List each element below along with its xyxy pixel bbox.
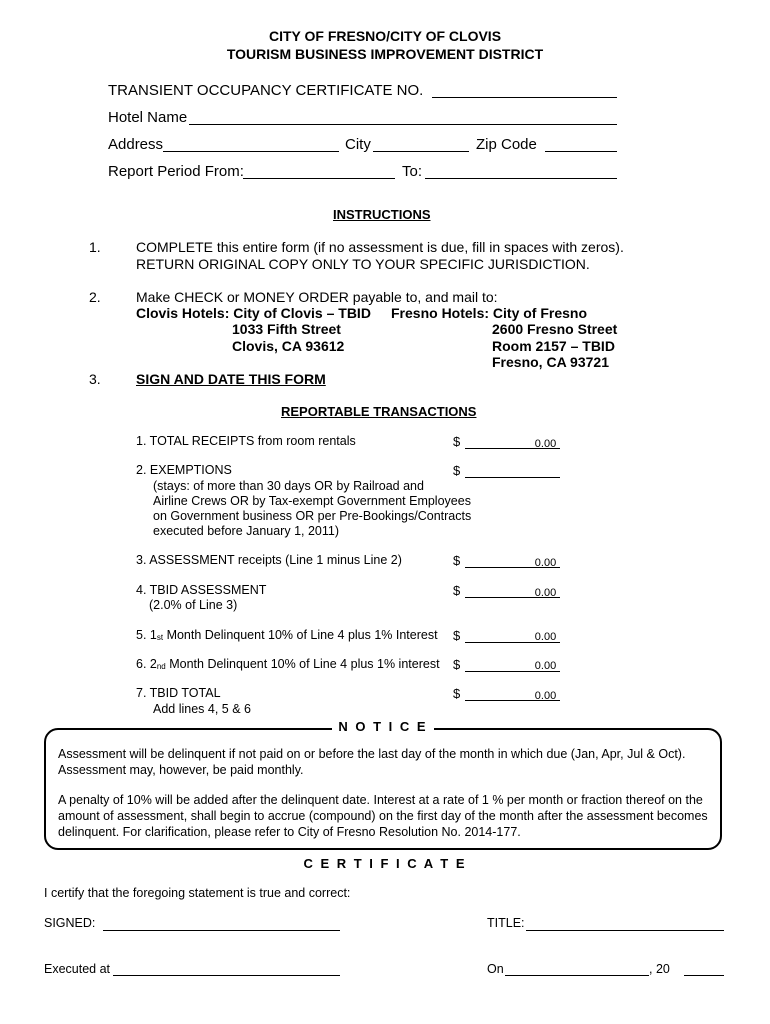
hotel-name-label: Hotel Name — [108, 109, 188, 126]
line-5-number: 5. 1 — [136, 628, 157, 642]
exemptions-detail-3: on Government business OR per Pre-Bookings/Contracts — [153, 509, 472, 523]
exemptions-detail-1: (stays: of more than 30 days OR by Railroad and — [153, 479, 424, 493]
report-period-from-field[interactable] — [243, 178, 395, 179]
fresno-street: 2600 Fresno Street — [492, 321, 618, 337]
signed-label: SIGNED: — [44, 916, 96, 930]
line-6-text: Month Delinquent 10% of Line 4 plus 1% interest — [165, 657, 440, 671]
currency-sign: $ — [453, 657, 461, 672]
executed-at-field[interactable] — [113, 975, 340, 976]
address-field[interactable] — [163, 151, 339, 152]
header-line-2: TOURISM BUSINESS IMPROVEMENT DISTRICT — [226, 46, 544, 62]
city-field[interactable] — [373, 151, 469, 152]
notice-paragraph-2: A penalty of 10% will be added after the delinquent date. Interest at a rate of 1 % per month or fraction thereof on the amount of assessment, shall begin to accrue (compound) on the first day of the month after the assessment becomes delinquent. For clarification, please refer to City of Fresno Resolution No. 2014-177. — [58, 793, 708, 839]
currency-sign: $ — [453, 434, 461, 449]
line-5-text: Month Delinquent 10% of Line 4 plus 1% Interest — [163, 628, 438, 642]
line-4-label: 4. TBID ASSESSMENT — [136, 583, 267, 597]
instruction-1-line-1: COMPLETE this entire form (if no assessment is due, fill in spaces with zeros). — [136, 239, 624, 255]
signed-field[interactable] — [103, 930, 340, 931]
report-period-to-label: To: — [402, 163, 423, 180]
report-period-from-label: Report Period From: — [108, 163, 244, 180]
line-1-value: 0.00 — [534, 438, 557, 450]
on-date-label: On — [487, 962, 504, 976]
notice-paragraph-1: Assessment will be delinquent if not paid on or before the last day of the month in which due (Jan, Apr, Jul & Oct). Assessment may, however, be paid monthly. — [58, 747, 686, 777]
notice-box — [44, 719, 722, 850]
line-7-value: 0.00 — [534, 690, 557, 702]
line-2-field[interactable] — [465, 477, 560, 478]
instruction-2-line-1: Make CHECK or MONEY ORDER payable to, and mail to: — [136, 289, 498, 305]
certificate-no-field[interactable] — [432, 97, 617, 98]
currency-sign: $ — [453, 628, 461, 643]
instruction-number-3: 3. — [89, 371, 101, 387]
tbid-detail: (2.0% of Line 3) — [149, 598, 238, 612]
certificate-no-label: TRANSIENT OCCUPANCY CERTIFICATE NO. — [108, 82, 424, 99]
notice-title: N O T I C E — [332, 719, 433, 734]
line-6-value: 0.00 — [534, 660, 557, 672]
year-prefix: , 20 — [649, 962, 670, 976]
header-line-1: CITY OF FRESNO/CITY OF CLOVIS — [268, 28, 502, 44]
line-3-label: 3. ASSESSMENT receipts (Line 1 minus Line 2) — [136, 553, 402, 567]
notice-title-wrap — [46, 718, 720, 736]
line-5-value: 0.00 — [534, 631, 557, 643]
exemptions-detail-4: executed before January 1, 2011) — [153, 524, 340, 538]
city-label: City — [345, 136, 371, 153]
instruction-number-2: 2. — [89, 289, 101, 305]
instruction-1-line-2: RETURN ORIGINAL COPY ONLY TO YOUR SPECIFIC JURISDICTION. — [136, 256, 590, 272]
fresno-payee: Fresno Hotels: City of Fresno — [391, 305, 588, 321]
line-6-label — [136, 657, 440, 671]
year-field[interactable] — [684, 975, 724, 976]
executed-at-label: Executed at — [44, 962, 111, 976]
total-detail: Add lines 4, 5 & 6 — [153, 702, 251, 716]
transactions-title: REPORTABLE TRANSACTIONS — [281, 404, 477, 419]
zip-code-label: Zip Code — [476, 136, 537, 153]
line-7-label: 7. TBID TOTAL — [136, 686, 221, 700]
line-6-number: 6. 2 — [136, 657, 157, 671]
line-3-value: 0.00 — [534, 557, 557, 569]
line-5-label — [136, 628, 438, 642]
currency-sign: $ — [453, 583, 461, 598]
currency-sign: $ — [453, 553, 461, 568]
line-4-value: 0.00 — [534, 587, 557, 599]
address-label: Address — [108, 136, 164, 153]
title-field[interactable] — [526, 930, 724, 931]
hotel-name-field[interactable] — [189, 124, 617, 125]
line-2-label: 2. EXEMPTIONS — [136, 463, 232, 477]
currency-sign: $ — [453, 463, 461, 478]
fresno-city: Fresno, CA 93721 — [492, 354, 609, 370]
line-6-ordinal: nd — [156, 662, 166, 671]
clovis-street: 1033 Fifth Street — [232, 321, 341, 337]
exemptions-detail-2: Airline Crews OR by Tax-exempt Government Employees — [153, 494, 471, 508]
line-1-label: 1. TOTAL RECEIPTS from room rentals — [136, 434, 356, 448]
on-date-field[interactable] — [505, 975, 649, 976]
certificate-statement: I certify that the foregoing statement is true and correct: — [44, 886, 351, 900]
title-label: TITLE: — [487, 916, 525, 930]
currency-sign: $ — [453, 686, 461, 701]
line-5-ordinal: st — [156, 633, 164, 642]
clovis-city: Clovis, CA 93612 — [232, 338, 345, 354]
instruction-3: SIGN AND DATE THIS FORM — [136, 371, 326, 387]
zip-code-field[interactable] — [545, 151, 617, 152]
report-period-to-field[interactable] — [425, 178, 617, 179]
fresno-room: Room 2157 – TBID — [492, 338, 615, 354]
instruction-number-1: 1. — [89, 239, 101, 255]
certificate-title: C E R T I F I C A T E — [303, 856, 467, 871]
clovis-payee: Clovis Hotels: City of Clovis – TBID — [136, 305, 371, 321]
instructions-title: INSTRUCTIONS — [333, 207, 431, 222]
